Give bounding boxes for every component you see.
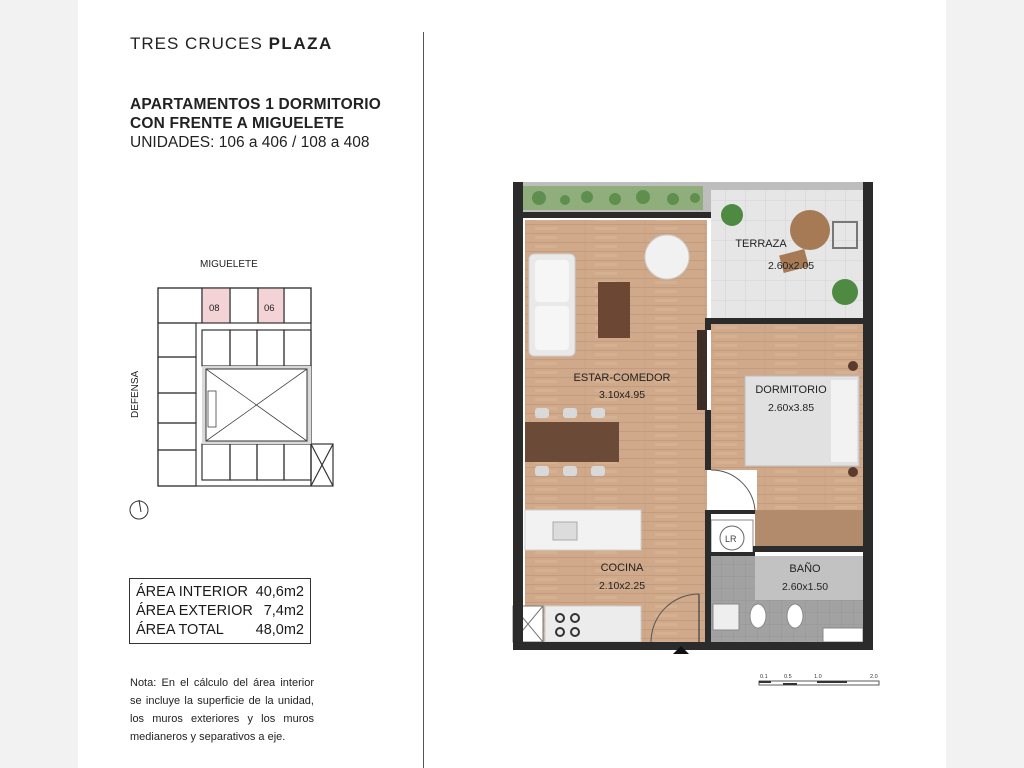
room-dims-estar: 3.10x4.95 — [598, 389, 646, 401]
room-name-terraza: TERRAZA — [735, 238, 787, 250]
room-name-dormitorio: DORMITORIO — [755, 384, 827, 396]
brand-bold: PLAZA — [268, 34, 333, 53]
room-dims-dormitorio: 2.60x3.85 — [767, 402, 815, 414]
area-note: Nota: En el cálculo del área interior se incluye la superficie de la unidad, los muros exteriores y los muros medianeros y separativos a eje. — [130, 677, 314, 743]
room-dims-terraza: 2.60x2.05 — [767, 260, 815, 272]
title-line-1: APARTAMENTOS 1 DORMITORIO — [130, 96, 382, 113]
room-name-cocina: COCINA — [600, 562, 644, 574]
brand-light: TRES CRUCES — [130, 34, 263, 53]
street-label-left: DEFENSA — [130, 370, 141, 418]
key-plan — [124, 250, 344, 530]
dining-table-icon — [525, 422, 619, 462]
room-dims-bano: 2.60x1.50 — [781, 581, 829, 593]
area-row-exterior: ÁREA EXTERIOR 7,4m2 — [136, 603, 304, 619]
scale-tick-0: 0.1 — [760, 674, 768, 680]
room-dims-cocina: 2.10x2.25 — [598, 580, 646, 592]
room-name-estar: ESTAR-COMEDOR — [573, 372, 671, 384]
scale-tick-2: 1.0 — [814, 674, 822, 680]
title-units: UNIDADES: 106 a 406 / 108 a 408 — [130, 134, 370, 151]
street-label-top: MIGUELETE — [200, 259, 258, 270]
scale-tick-3: 2.0 — [870, 674, 878, 680]
unit-label-06: 06 — [264, 303, 275, 314]
room-name-bano: BAÑO — [789, 563, 821, 575]
scale-tick-1: 0.5 — [784, 674, 792, 680]
armchair-icon — [645, 235, 689, 279]
sink-icon — [553, 522, 577, 540]
kitchen-island — [525, 510, 641, 550]
floor-plan — [505, 180, 881, 662]
north-arrow-icon — [130, 500, 148, 519]
unit-label-08: 08 — [209, 303, 220, 314]
toilet-icon — [750, 604, 766, 628]
table-icon — [790, 210, 830, 250]
brand-logo — [130, 34, 333, 54]
laundry-label: LR — [725, 534, 737, 544]
area-row-interior: ÁREA INTERIOR 40,6m2 — [136, 584, 304, 600]
divider-line — [423, 32, 424, 768]
scale-bar — [757, 670, 882, 690]
page-title — [130, 95, 381, 152]
title-line-2: CON FRENTE A MIGUELETE — [130, 115, 345, 132]
area-table — [129, 578, 311, 644]
area-row-total: ÁREA TOTAL 48,0m2 — [136, 622, 304, 638]
